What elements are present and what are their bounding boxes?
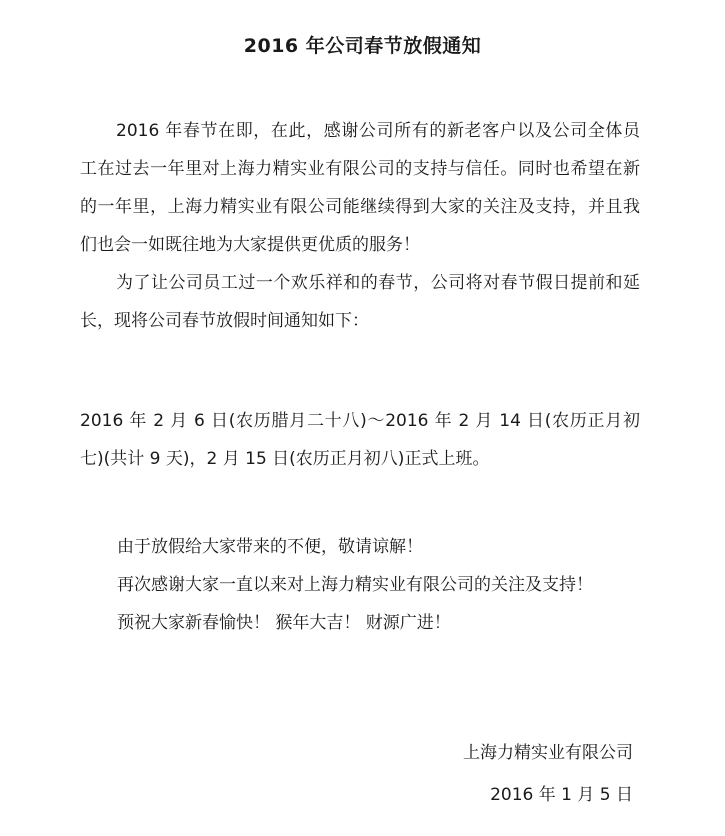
intro-section [80,112,640,340]
closing-wishes: 预祝大家新春愉快！ 猴年大吉！ 财源广进！ [117,613,451,633]
paragraph-arrangement: 为了让公司员工过一个欢乐祥和的春节，公司将对春节假日提前和延长，现将公司春节放假时间通知如下： [80,273,640,331]
signature-block [333,732,633,816]
signature-company: 上海力精实业有限公司 [463,743,633,763]
schedule-section [80,402,640,478]
closing-apology: 由于放假给大家带来的不便，敬请谅解！ [117,537,423,557]
closing-thanks: 再次感谢大家一直以来对上海力精实业有限公司的关注及支持！ [117,575,593,595]
signature-date: 2016 年 1 月 5 日 [490,785,633,805]
holiday-schedule: 2016 年 2 月 6 日(农历腊月二十八)～2016 年 2 月 14 日(农历正月初七)(共计 9 天)，2 月 15 日(农历正月初八)正式上班。 [80,411,640,469]
notice-title: 2016 年公司春节放假通知 [243,35,482,57]
paragraph-thanks: 2016 年春节在即，在此，感谢公司所有的新老客户以及公司全体员工在过去一年里对上海力精实业有限公司的支持与信任。同时也希望在新的一年里，上海力精实业有限公司能继续得到大家的关注及支持，并且我们也会一如既往地为大家提供更优质的服务！ [80,121,640,255]
closing-section [80,528,640,642]
